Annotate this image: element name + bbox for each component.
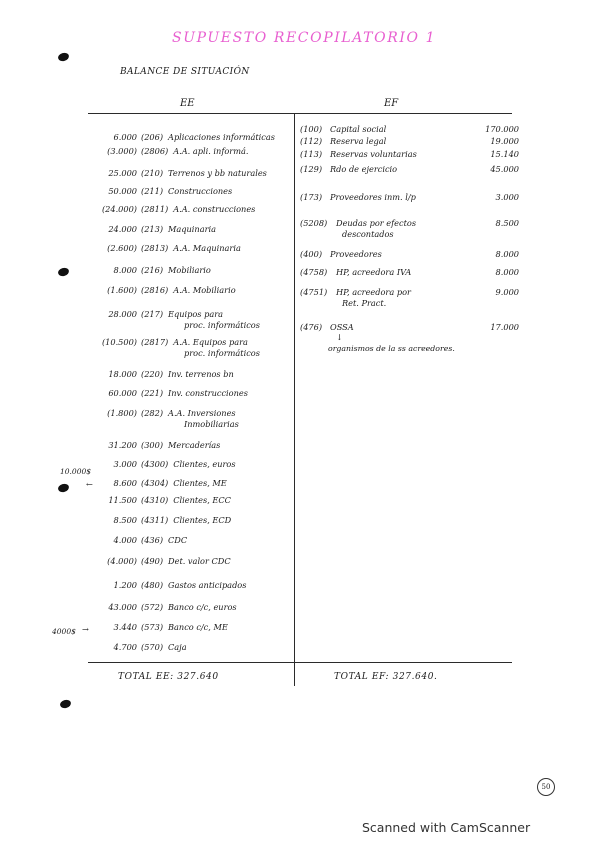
ef-account-label: Rdo de ejercicio [330, 164, 398, 174]
ee-account-label: Mobiliario [168, 265, 211, 275]
total-ee: TOTAL EE: 327.640 [118, 672, 219, 682]
ee-amount: 8.500 [113, 515, 137, 525]
ee-row [85, 265, 211, 275]
ee-account-code: (220) [141, 369, 164, 379]
page-title: SUPUESTO RECOPILATORIO 1 [172, 30, 437, 46]
ee-amount: (10.500) [101, 337, 137, 347]
ef-heading: EF [384, 98, 399, 109]
punch-hole-icon [57, 267, 70, 278]
ef-amount: 19.000 [490, 136, 519, 146]
ef-amount: 8.500 [495, 218, 519, 228]
ee-account-label: A.A. Mobiliario [173, 285, 236, 295]
ef-account-code: (100) [300, 124, 323, 134]
ee-amount: (2.600) [107, 243, 137, 253]
ee-amount: 1.200 [113, 580, 137, 590]
ee-row [85, 224, 216, 234]
ee-heading: EE [180, 98, 195, 109]
ef-account-label: HP, acreedora por [336, 287, 411, 297]
ee-account-label: Maquinaria [168, 224, 216, 234]
ee-account-code: (570) [141, 642, 164, 652]
ee-account-label: Clientes, ECC [173, 495, 231, 505]
ee-row [85, 132, 275, 142]
ee-account-label-cont: Inmobiliarias [184, 419, 239, 429]
ef-account-code: (476) [300, 322, 323, 332]
punch-hole-icon [57, 483, 70, 494]
ee-amount: (24.000) [101, 204, 137, 214]
ee-row [85, 168, 267, 178]
ee-account-code: (210) [141, 168, 164, 178]
ee-account-code: (206) [141, 132, 164, 142]
ee-account-code: (2813) [141, 243, 169, 253]
ee-row [85, 243, 241, 253]
ee-amount: 28.000 [108, 309, 137, 319]
ee-row [85, 602, 237, 612]
ee-row [85, 204, 255, 214]
ee-account-code: (2806) [141, 146, 169, 156]
ossa-note: organismos de la ss acreedores. [328, 344, 455, 353]
ef-amount: 8.000 [495, 249, 519, 259]
ef-account-label: OSSA [330, 322, 354, 332]
ee-account-label-cont: proc. informáticos [184, 348, 260, 358]
ee-amount: 4.000 [113, 535, 137, 545]
ef-amount: 45.000 [490, 164, 519, 174]
ee-account-label: Aplicaciones informáticas [168, 132, 275, 142]
ee-account-label: A.A. Equipos para [173, 337, 248, 347]
ee-account-label: Mercaderías [168, 440, 221, 450]
ee-account-code: (436) [141, 535, 164, 545]
ee-row [85, 337, 248, 347]
ee-row [85, 388, 248, 398]
arrow-icon: ← [86, 479, 93, 489]
ee-account-code: (4310) [141, 495, 169, 505]
ee-account-label: Gastos anticipados [168, 580, 247, 590]
ee-account-label: Construcciones [168, 186, 233, 196]
ee-row [85, 369, 234, 379]
ee-account-label: Banco c/c, ME [168, 622, 228, 632]
header-rule [88, 113, 512, 114]
ee-amount: 60.000 [108, 388, 137, 398]
ee-amount: 50.000 [108, 186, 137, 196]
total-rule [88, 662, 512, 663]
ee-row [85, 146, 248, 156]
ef-account-label: Reserva legal [330, 136, 387, 146]
ef-account-code: (112) [300, 136, 323, 146]
ee-account-label: Banco c/c, euros [168, 602, 237, 612]
ee-account-label: Det. valor CDC [168, 556, 231, 566]
margin-note-clientes: 10.000$ [60, 467, 92, 476]
ef-account-label: Reservas voluntarias [330, 149, 417, 159]
ee-account-label: Terrenos y bb naturales [168, 168, 267, 178]
ef-amount: 17.000 [490, 322, 519, 332]
ee-account-label: Equipos para [168, 309, 224, 319]
ee-amount: 11.500 [108, 495, 137, 505]
ee-amount: 8.000 [113, 265, 137, 275]
ee-account-label: Caja [168, 642, 187, 652]
ef-account-label: Proveedores inm. l/p [330, 192, 416, 202]
column-divider [294, 114, 295, 686]
ef-account-code: (400) [300, 249, 323, 259]
ee-row [85, 515, 231, 525]
ee-account-code: (4311) [141, 515, 169, 525]
punch-hole-icon [57, 52, 70, 63]
ef-amount: 170.000 [485, 124, 519, 134]
ee-amount: (3.000) [107, 146, 137, 156]
ee-account-code: (213) [141, 224, 164, 234]
ee-row [85, 459, 236, 469]
ee-amount: 18.000 [108, 369, 137, 379]
ee-row [85, 622, 228, 632]
ef-account-label: Capital social [330, 124, 387, 134]
ee-amount: 3.000 [113, 459, 137, 469]
ee-account-label: Clientes, euros [173, 459, 236, 469]
total-ef: TOTAL EF: 327.640. [334, 672, 438, 682]
ee-amount: 25.000 [108, 168, 137, 178]
ee-amount: (1.800) [107, 408, 137, 418]
ef-account-label-cont: Ret. Pract. [342, 298, 387, 308]
punch-hole-icon [59, 699, 72, 710]
ef-amount: 8.000 [495, 267, 519, 277]
ef-amount: 15.140 [490, 149, 519, 159]
ee-account-label: Clientes, ECD [173, 515, 232, 525]
ee-account-code: (572) [141, 602, 164, 612]
ee-row [85, 408, 236, 418]
ee-amount: 3.440 [113, 622, 137, 632]
ee-row [85, 495, 231, 505]
ee-account-code: (217) [141, 309, 164, 319]
scanner-watermark: Scanned with CamScanner [362, 820, 531, 835]
ee-row [85, 440, 220, 450]
ef-amount: 9.000 [495, 287, 519, 297]
ee-account-code: (300) [141, 440, 164, 450]
ef-account-code: (4751) [300, 287, 328, 297]
ee-account-code: (2811) [141, 204, 169, 214]
ee-account-label: A.A. Maquinaria [173, 243, 241, 253]
ef-account-label: HP, acreedora IVA [336, 267, 412, 277]
ee-account-code: (282) [141, 408, 164, 418]
ee-amount: 6.000 [113, 132, 137, 142]
balance-subtitle: BALANCE DE SITUACIÓN [120, 67, 250, 77]
ee-amount: 4.700 [113, 642, 137, 652]
ee-amount: (1.600) [107, 285, 137, 295]
ee-account-code: (2816) [141, 285, 169, 295]
ee-row [85, 309, 223, 319]
ee-account-code: (490) [141, 556, 164, 566]
ef-account-code: (113) [300, 149, 323, 159]
ee-account-code: (4304) [141, 478, 169, 488]
ee-account-label-cont: proc. informáticos [184, 320, 260, 330]
ee-account-code: (4300) [141, 459, 169, 469]
ee-account-code: (211) [141, 186, 164, 196]
ee-account-code: (480) [141, 580, 164, 590]
ee-account-label: A.A. construcciones [173, 204, 256, 214]
ee-account-label: CDC [168, 535, 188, 545]
ef-account-label: Deudas por efectos [336, 218, 417, 228]
ee-row [85, 642, 187, 652]
ee-row [85, 535, 187, 545]
ee-amount: 43.000 [108, 602, 137, 612]
ee-account-code: (573) [141, 622, 164, 632]
ef-account-label-cont: descontados [342, 229, 394, 239]
ee-account-label: Inv. terrenos bn [168, 369, 234, 379]
ee-amount: 8.600 [113, 478, 137, 488]
ee-account-label: A.A. Inversiones [168, 408, 236, 418]
ee-row [85, 186, 232, 196]
margin-note-banco: 4000$ [52, 627, 76, 636]
ee-account-code: (221) [141, 388, 164, 398]
ossa-arrow: ↓ [336, 332, 343, 342]
ee-row [85, 478, 227, 488]
ef-account-code: (173) [300, 192, 323, 202]
ee-amount: 24.000 [108, 224, 137, 234]
ee-amount: 31.200 [108, 440, 137, 450]
ee-account-label: A.A. apli. informá. [173, 146, 249, 156]
ef-account-code: (4758) [300, 267, 328, 277]
ee-row [85, 580, 246, 590]
ee-row [85, 285, 236, 295]
ef-account-code: (129) [300, 164, 323, 174]
ee-account-code: (216) [141, 265, 164, 275]
ee-row [85, 556, 231, 566]
ee-amount: (4.000) [107, 556, 137, 566]
ee-account-label: Clientes, ME [173, 478, 227, 488]
ef-account-label: Proveedores [330, 249, 382, 259]
page-number: 50 [537, 778, 555, 796]
ee-account-label: Inv. construcciones [168, 388, 248, 398]
ee-account-code: (2817) [141, 337, 169, 347]
ef-account-code: (5208) [300, 218, 328, 228]
arrow-icon: → [82, 624, 89, 634]
ef-amount: 3.000 [495, 192, 519, 202]
